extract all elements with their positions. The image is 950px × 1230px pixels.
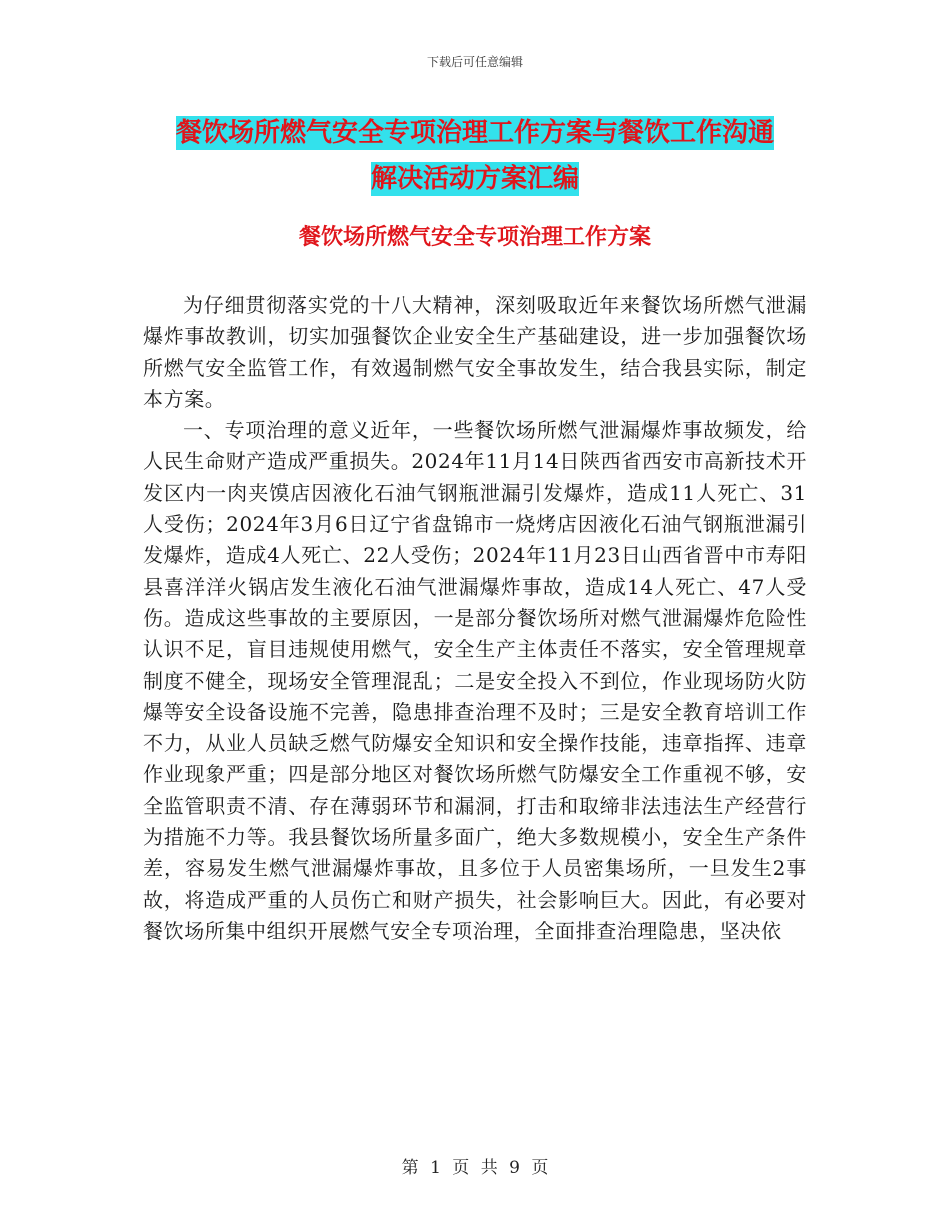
page-footer: 第 1 页 共 9 页 (401, 1158, 549, 1178)
main-title (150, 110, 800, 202)
main-title-line2: 解决活动方案汇编 (370, 164, 579, 194)
section-title: 餐饮场所燃气安全专项治理工作方案 (298, 224, 651, 250)
header-note: 下载后可任意编辑 (426, 55, 523, 69)
body-text (143, 290, 807, 947)
main-title-line1: 餐饮场所燃气安全专项治理工作方案与餐饮工作沟通 (175, 118, 774, 148)
paragraph-significance: 一、专项治理的意义近年，一些餐饮场所燃气泄漏爆炸事故频发，给人民生命财产造成严重损失。2024年11月14日陕西省西安市高新技术开发区内一肉夹馍店因液化石油气钢瓶泄漏引发爆炸，造成11人死亡、31人受伤；2024年3月6日辽宁省盘锦市一烧烤店因液化石油气钢瓶泄漏引发爆炸，造成4人死亡、22人受伤；2024年11月23日山西省晋中市寿阳县喜洋洋火锅店发生液化石油气泄漏爆炸事故，造成14人死亡、47人受伤。造成这些事故的主要原因，一是部分餐饮场所对燃气泄漏爆炸危险性认识不足，盲目违规使用燃气，安全生产主体责任不落实，安全管理规章制度不健全，现场安全管理混乱；二是安全投入不到位，作业现场防火防爆等安全设备设施不完善，隐患排查治理不及时；三是安全教育培训工作不力，从业人员缺乏燃气防爆安全知识和安全操作技能，违章指挥、违章作业现象严重；四是部分地区对餐饮场所燃气防爆安全工作重视不够，安全监管职责不清、存在薄弱环节和漏洞，打击和取缔非法违法生产经营行为措施不力等。我县餐饮场所量多面广，绝大多数规模小，安全生产条件差，容易发生燃气泄漏爆炸事故，且多位于人员密集场所，一旦发生2事故，将造成严重的人员伤亡和财产损失，社会影响巨大。因此，有必要对餐饮场所集中组织开展燃气安全专项治理，全面排查治理隐患，坚决依 (143, 418, 807, 943)
paragraph-intro: 为仔细贯彻落实党的十八大精神，深刻吸取近年来餐饮场所燃气泄漏爆炸事故教训，切实加强餐饮企业安全生产基础建设，进一步加强餐饮场所燃气安全监管工作，有效遏制燃气安全事故发生，结合我县实际，制定本方案。 (143, 293, 807, 411)
